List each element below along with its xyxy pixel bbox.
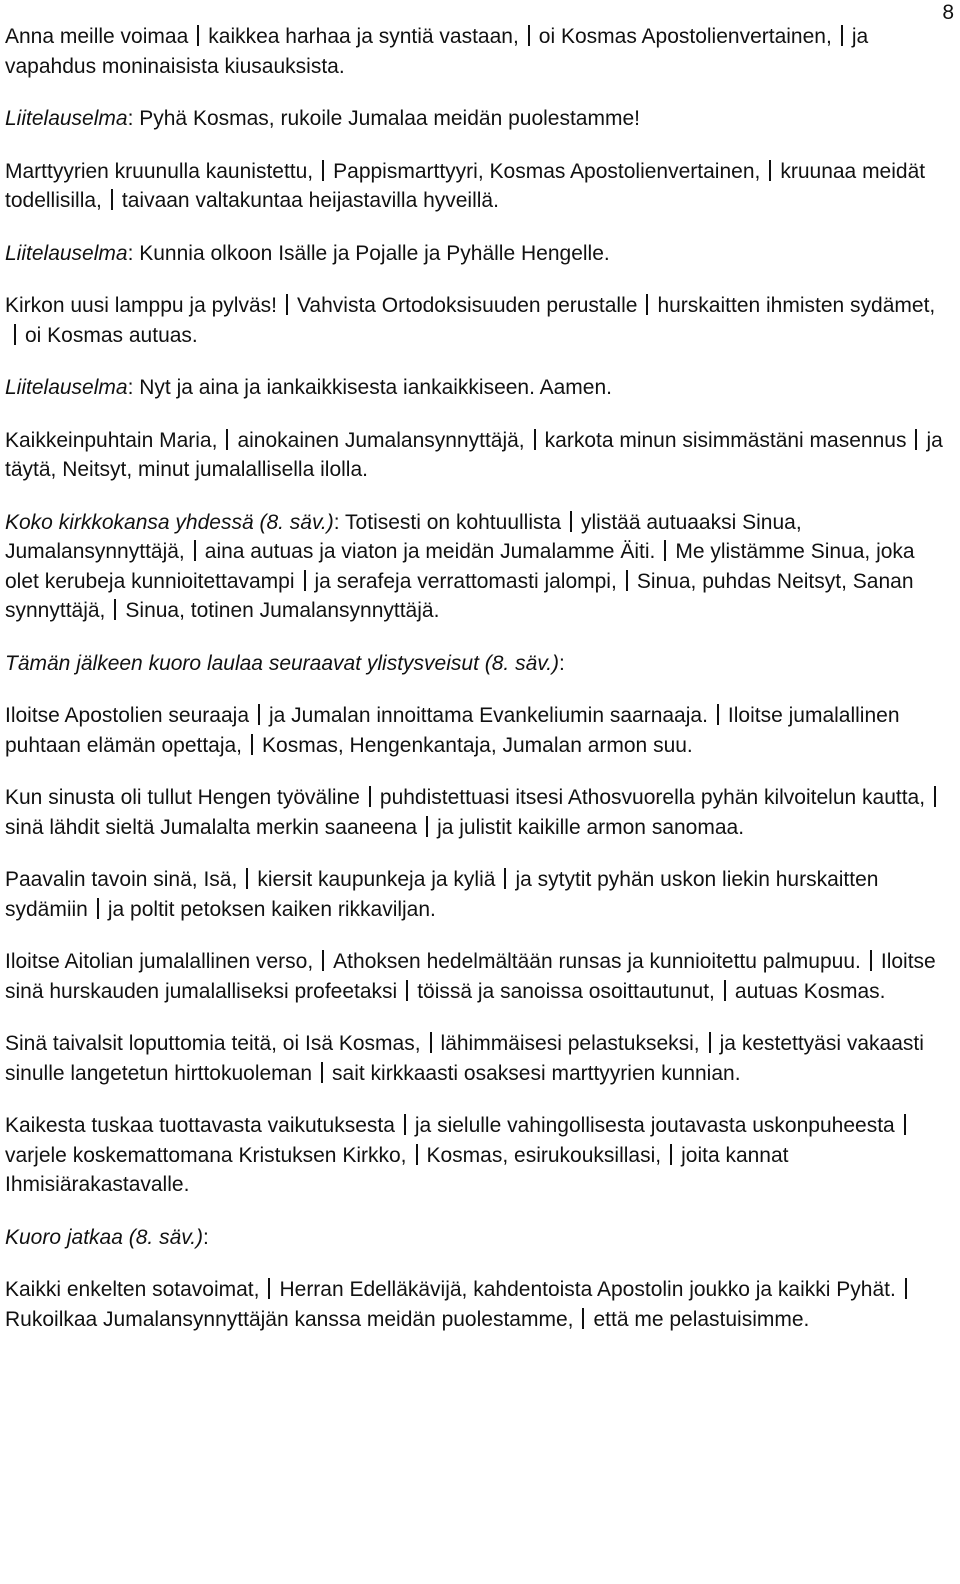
verse-segment: puhdistettuasi itsesi Athosvuorella pyhän kilvoitelun kautta, — [379, 786, 926, 809]
verse-segment: Marttyyrien kruunulla kaunistettu, — [5, 159, 314, 183]
verse-separator — [504, 868, 506, 889]
section-heading-label: Tämän jälkeen kuoro laulaa seuraavat ylistysveisut (8. säv.) — [5, 651, 560, 675]
verse-segment: ainokainen Jumalansynnyttäjä, — [237, 428, 525, 452]
refrain-label: Liitelauselma — [5, 241, 128, 265]
verse-separator — [664, 540, 666, 561]
verse-separator — [404, 1114, 406, 1135]
verse-segment: oi Kosmas Apostolienvertainen, — [538, 25, 832, 48]
verse-segment: aina autuas ja viaton ja meidän Jumalamme Äiti. — [204, 540, 656, 563]
verse-segment: Kosmas, esirukouksillasi, — [426, 1143, 662, 1167]
verse-separator — [626, 570, 628, 591]
refrain-paragraph — [5, 508, 950, 626]
verse-segment: Sinua, puhdas Neitsyt, Sanan synnyttäjä, — [5, 569, 914, 622]
verse-segment: autuas Kosmas. — [734, 979, 886, 1003]
verse-separator — [934, 786, 936, 807]
verse-segment: Kun sinusta oli tullut Hengen työväline — [5, 786, 360, 809]
refrain-paragraph — [5, 373, 950, 403]
verse-separator — [258, 704, 260, 725]
verse-segment: Athoksen hedelmältään runsas ja kunnioitettu palmupuu. — [333, 950, 861, 973]
verse-separator — [416, 1144, 418, 1165]
section-heading-label: Kuoro jatkaa (8. säv.) — [5, 1225, 204, 1249]
verse-paragraph — [5, 22, 950, 81]
verse-segment: ja julistit kaikille armon sanomaa. — [437, 815, 745, 839]
document-body — [5, 22, 950, 1357]
refrain-paragraph — [5, 239, 950, 269]
verse-separator — [904, 1114, 906, 1135]
verse-segment: joita kannat Ihmisiärakastavalle. — [5, 1143, 789, 1196]
verse-segment: hurskaitten ihmisten sydämet, — [657, 294, 936, 317]
verse-paragraph — [5, 1111, 950, 1200]
verse-separator — [114, 599, 116, 620]
refrain-text: : Kunnia olkoon Isälle ja Pojalle ja Pyhälle Hengelle. — [127, 241, 610, 265]
verse-segment: ja poltit petoksen kaiken rikkaviljan. — [107, 897, 436, 921]
verse-segment: ylistää autuaaksi Sinua, Jumalansynnyttäjä, — [5, 510, 802, 563]
verse-paragraph — [5, 701, 950, 760]
refrain-text: : Pyhä Kosmas, rukoile Jumalaa meidän puolestamme! — [127, 107, 640, 130]
verse-separator — [528, 25, 530, 46]
verse-paragraph — [5, 1029, 950, 1088]
verse-segment: kaikkea harhaa ja syntiä vastaan, — [208, 25, 519, 48]
verse-separator — [246, 868, 248, 889]
verse-separator — [97, 898, 99, 919]
verse-segment: karkota minun sisimmästäni masennus — [544, 428, 907, 452]
section-heading-colon: : — [203, 1225, 209, 1249]
verse-segment: Vahvista Ortodoksisuuden perustalle — [296, 294, 638, 317]
refrain-text: : Nyt ja aina ja iankaikkisesta iankaikkiseen. Aamen. — [127, 376, 612, 399]
verse-segment: Kosmas, Hengenkantaja, Jumalan armon suu. — [262, 733, 693, 757]
verse-segment: Pappismarttyyri, Kosmas Apostolienvertainen, — [333, 159, 761, 183]
section-heading — [5, 649, 950, 679]
verse-segment: ja Jumalan innoittama Evankeliumin saarnaaja. — [269, 704, 708, 727]
verse-separator — [534, 429, 536, 450]
verse-separator — [14, 324, 16, 345]
verse-separator — [322, 950, 324, 971]
verse-segment: Iloitse sinä hurskauden jumalalliseksi profeetaksi — [5, 950, 936, 1003]
verse-separator — [304, 570, 306, 591]
page-number: 8 — [942, 1, 954, 24]
verse-separator — [426, 816, 428, 837]
verse-paragraph — [5, 426, 950, 485]
verse-separator — [670, 1144, 672, 1165]
verse-segment: Herran Edelläkävijä, kahdentoista Apostolin joukko ja kaikki Pyhät. — [279, 1278, 896, 1301]
verse-separator — [111, 189, 113, 210]
verse-segment: : Totisesti on kohtuullista — [333, 510, 562, 534]
verse-segment: ja kestettyäsi vakaasti sinulle langetetun hirttokuoleman — [5, 1032, 924, 1085]
verse-separator — [769, 160, 771, 181]
verse-separator — [286, 294, 288, 315]
section-heading — [5, 1223, 950, 1253]
verse-separator — [582, 1308, 584, 1329]
verse-separator — [321, 1062, 323, 1083]
verse-segment: Rukoilkaa Jumalansynnyttäjän kanssa meidän puolestamme, — [5, 1307, 574, 1331]
verse-segment: taivaan valtakuntaa heijastavilla hyveillä. — [121, 189, 499, 212]
verse-segment: että me pelastuisimme. — [593, 1307, 810, 1331]
refrain-label: Liitelauselma — [5, 107, 128, 130]
verse-paragraph — [5, 783, 950, 842]
verse-paragraph — [5, 157, 950, 216]
verse-paragraph — [5, 865, 950, 924]
refrain-label: Liitelauselma — [5, 376, 128, 399]
verse-separator — [251, 734, 253, 755]
verse-segment: ja vapahdus moninaisista kiusauksista. — [5, 25, 869, 78]
verse-segment: Paavalin tavoin sinä, Isä, — [5, 868, 238, 891]
refrain-label: Koko kirkkokansa yhdessä (8. säv.) — [5, 510, 334, 534]
verse-separator — [322, 160, 324, 181]
verse-segment: Anna meille voimaa — [5, 25, 189, 48]
verse-separator — [724, 980, 726, 1001]
verse-segment: ja serafeja verrattomasti jalompi, — [314, 569, 617, 593]
verse-segment: Kaikkeinpuhtain Maria, — [5, 428, 218, 452]
verse-segment: sait kirkkaasti osaksesi marttyyrien kunnian. — [332, 1061, 741, 1085]
verse-separator — [194, 540, 196, 561]
verse-segment: ja sielulle vahingollisesta joutavasta uskonpuheesta — [414, 1114, 895, 1137]
verse-separator — [905, 1278, 907, 1299]
verse-segment: kruunaa meidät todellisilla, — [5, 159, 926, 212]
section-heading-colon: : — [559, 651, 565, 675]
verse-segment: Sinua, totinen Jumalansynnyttäjä. — [125, 599, 440, 622]
verse-paragraph — [5, 947, 950, 1006]
verse-segment: Kaikki enkelten sotavoimat, — [5, 1278, 260, 1301]
verse-segment: Sinä taivalsit loputtomia teitä, oi Isä Kosmas, — [5, 1032, 421, 1055]
verse-segment: varjele koskemattomana Kristuksen Kirkko, — [5, 1143, 407, 1167]
verse-paragraph — [5, 1275, 950, 1334]
verse-segment: ja sytytit pyhän uskon liekin hurskaitten sydämiin — [5, 868, 879, 921]
verse-segment: ja täytä, Neitsyt, minut jumalallisella ilolla. — [5, 428, 943, 481]
verse-segment: Iloitse Apostolien seuraaja — [5, 704, 249, 727]
verse-separator — [430, 1032, 432, 1053]
verse-separator — [369, 786, 371, 807]
verse-separator — [709, 1032, 711, 1053]
verse-segment: oi Kosmas autuas. — [25, 323, 198, 347]
verse-separator — [841, 25, 843, 46]
verse-segment: lähimmäisesi pelastukseksi, — [440, 1032, 700, 1055]
verse-segment: Me ylistämme Sinua, joka olet kerubeja kunnioitettavampi — [5, 540, 915, 593]
verse-segment: töissä ja sanoissa osoittautunut, — [417, 979, 715, 1003]
verse-separator — [870, 950, 872, 971]
verse-segment: sinä lähdit sieltä Jumalalta merkin saaneena — [5, 815, 418, 839]
verse-separator — [646, 294, 648, 315]
verse-segment: Kirkon uusi lamppu ja pylväs! — [5, 294, 277, 317]
verse-segment: Kaikesta tuskaa tuottavasta vaikutuksesta — [5, 1114, 395, 1137]
verse-separator — [226, 429, 228, 450]
verse-paragraph — [5, 291, 950, 350]
verse-separator — [197, 25, 199, 46]
verse-separator — [570, 511, 572, 532]
verse-separator — [915, 429, 917, 450]
verse-separator — [717, 704, 719, 725]
verse-segment: Iloitse jumalallinen puhtaan elämän opettaja, — [5, 704, 900, 757]
verse-segment: Iloitse Aitolian jumalallinen verso, — [5, 950, 314, 973]
verse-segment: kiersit kaupunkeja ja kyliä — [257, 868, 496, 891]
refrain-paragraph — [5, 104, 950, 134]
verse-separator — [406, 980, 408, 1001]
verse-separator — [268, 1278, 270, 1299]
